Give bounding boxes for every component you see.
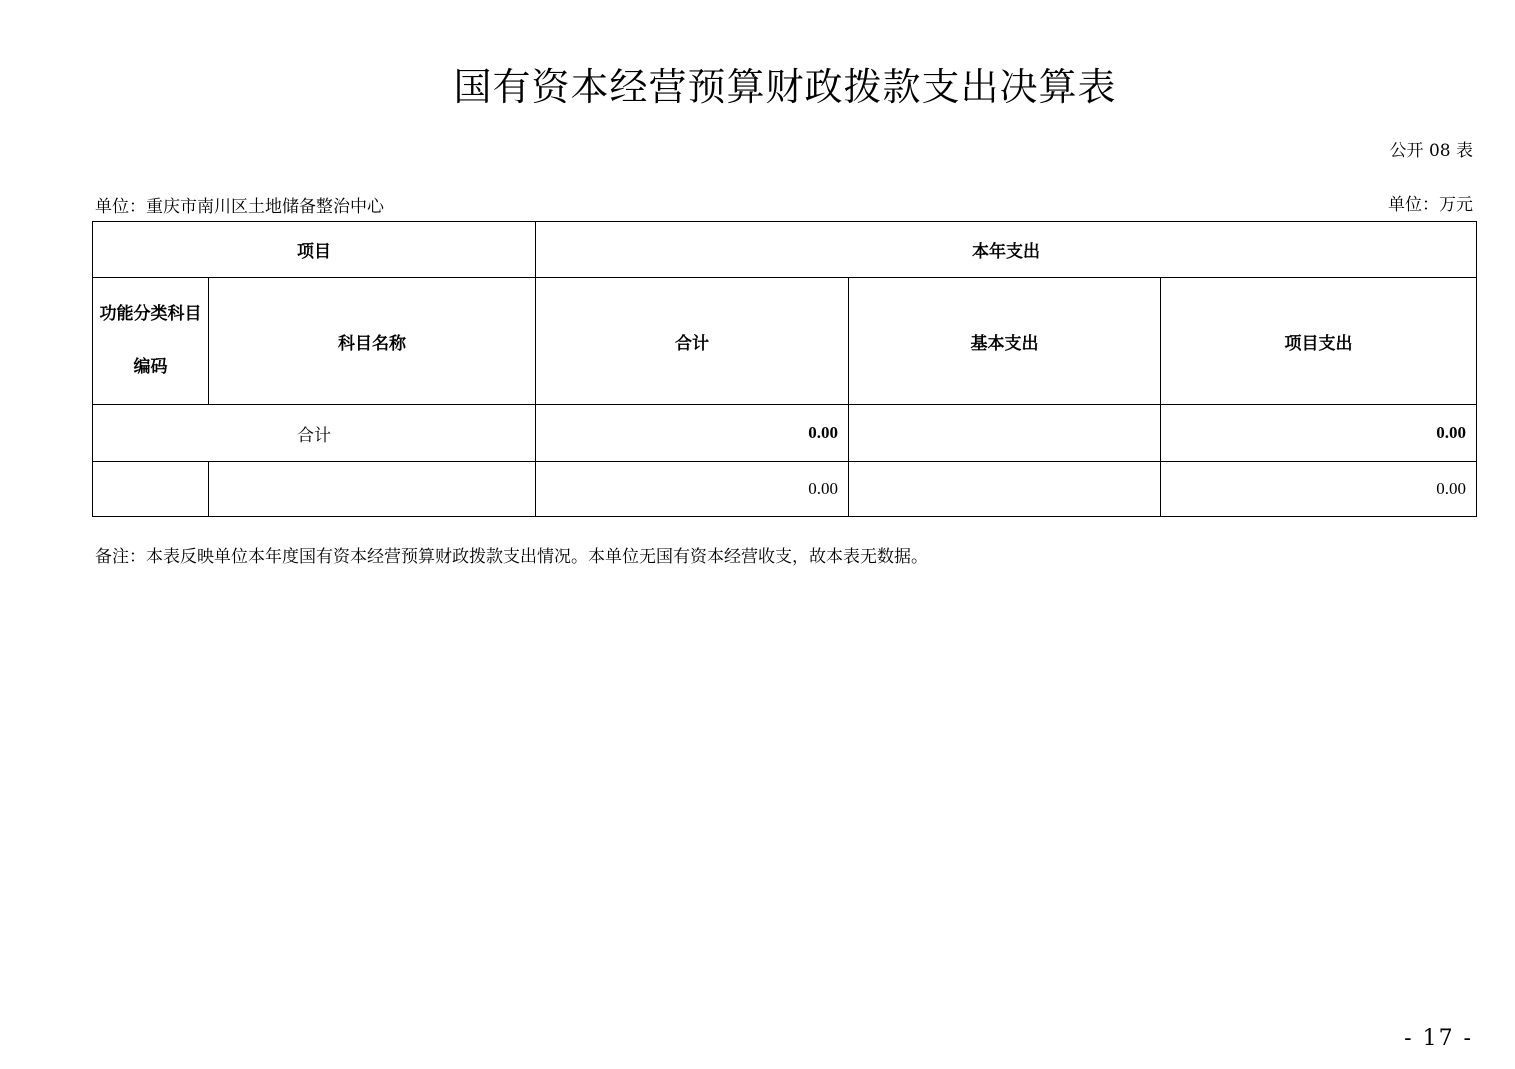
row-project: 0.00: [1161, 462, 1477, 517]
unit-currency: 单位：万元: [1388, 195, 1473, 215]
row-name: [209, 462, 536, 517]
header-project-expense: 项目支出: [1161, 278, 1477, 405]
header-year-expense: 本年支出: [536, 222, 1477, 278]
total-row-project: 0.00: [1161, 405, 1477, 462]
total-row-total: 0.00: [536, 405, 849, 462]
table-total-row: [93, 405, 1477, 462]
page-title: 国有资本经营预算财政拨款支出决算表: [453, 65, 1117, 109]
table-header-row-2: [93, 278, 1477, 405]
table-row: [93, 462, 1477, 517]
row-basic: [849, 462, 1161, 517]
unit-organization: 单位：重庆市南川区土地储备整治中心: [95, 197, 384, 217]
row-code: [93, 462, 209, 517]
header-total: 合计: [536, 278, 849, 405]
budget-table: [92, 221, 1477, 517]
page-number: - 17 -: [1404, 1026, 1473, 1051]
header-function-code: 功能分类科目编码: [93, 278, 209, 405]
total-row-label: 合计: [93, 405, 536, 462]
header-basic-expense: 基本支出: [849, 278, 1161, 405]
table-header-row-1: [93, 222, 1477, 278]
header-subject-name: 科目名称: [209, 278, 536, 405]
header-project: 项目: [93, 222, 536, 278]
footnote: 备注：本表反映单位本年度国有资本经营预算财政拨款支出情况。本单位无国有资本经营收支，故本表无数据。: [95, 547, 928, 567]
total-row-basic: [849, 405, 1161, 462]
row-total: 0.00: [536, 462, 849, 517]
form-number: 公开 08 表: [1389, 141, 1473, 161]
